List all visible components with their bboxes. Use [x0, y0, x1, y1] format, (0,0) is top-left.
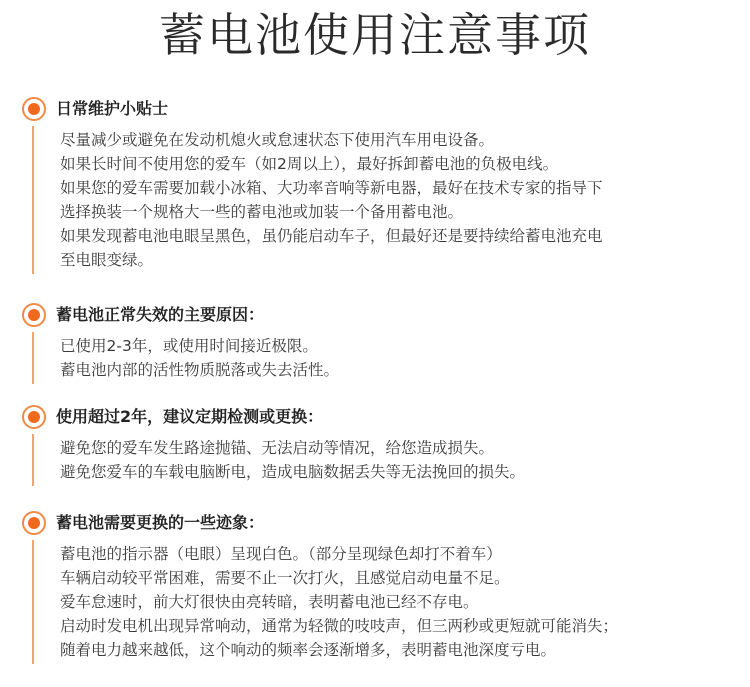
text-line: 尽量减少或避免在发动机熄火或怠速状态下使用汽车用电设备。: [60, 131, 495, 149]
section-heading: 使用超过2年，建议定期检测或更换：: [56, 407, 324, 426]
text-line: 已使用2-3年，或使用时间接近极限。: [60, 337, 318, 355]
text-line: 蓄电池内部的活性物质脱落或失去活性。: [60, 361, 340, 379]
text-line: 如果长时间不使用您的爱车（如2周以上），最好拆卸蓄电池的负极电线。: [60, 155, 559, 173]
text-line: 选择换装一个规格大一些的蓄电池或加装一个备用蓄电池。: [60, 203, 464, 221]
section-daily-maintenance: [22, 96, 603, 274]
section-failure-causes: [22, 302, 339, 384]
text-line: 如果您的爱车需要加载小冰箱、大功率音响等新电器，最好在技术专家的指导下: [60, 179, 603, 197]
text-line: 避免您爱车的车载电脑断电，造成电脑数据丢失等无法挽回的损失。: [60, 463, 526, 481]
bullet-icon: [22, 511, 46, 535]
bullet-icon: [22, 303, 46, 327]
section-heading: 蓄电池正常失效的主要原因：: [56, 305, 265, 324]
text-line: 启动时发电机出现异常响动，通常为轻微的吱吱声，但三两秒或更短就可能消失；: [60, 617, 619, 635]
bullet-icon: [22, 97, 46, 121]
section-body: [32, 540, 618, 664]
section-heading: 蓄电池需要更换的一些迹象：: [56, 513, 265, 532]
bullet-icon: [22, 405, 46, 429]
text-line: 避免您的爱车发生路途抛锚、无法启动等情况，给您造成损失。: [60, 439, 495, 457]
section-heading: 日常维护小贴士: [56, 99, 169, 118]
text-line: 爱车怠速时，前大灯很快由亮转暗，表明蓄电池已经不存电。: [60, 593, 479, 611]
section-body: [32, 126, 603, 274]
text-line: 如果发现蓄电池电眼呈黑色，虽仍能启动车子，但最好还是要持续给蓄电池充电: [60, 227, 603, 245]
page-title: 蓄电池使用注意事项: [159, 8, 591, 62]
section-replacement-signs: [22, 510, 618, 664]
text-line: 至电眼变绿。: [60, 251, 154, 269]
text-line: 车辆启动较平常困难，需要不止一次打火，且感觉启动电量不足。: [60, 569, 510, 587]
section-body: [32, 434, 525, 486]
text-line: 随着电力越来越低，这个响动的频率会逐渐增多，表明蓄电池深度亏电。: [60, 641, 557, 659]
section-body: [32, 332, 339, 384]
section-regular-check: [22, 404, 525, 486]
text-line: 蓄电池的指示器（电眼）呈现白色。（部分呈现绿色却打不着车）: [60, 545, 502, 563]
